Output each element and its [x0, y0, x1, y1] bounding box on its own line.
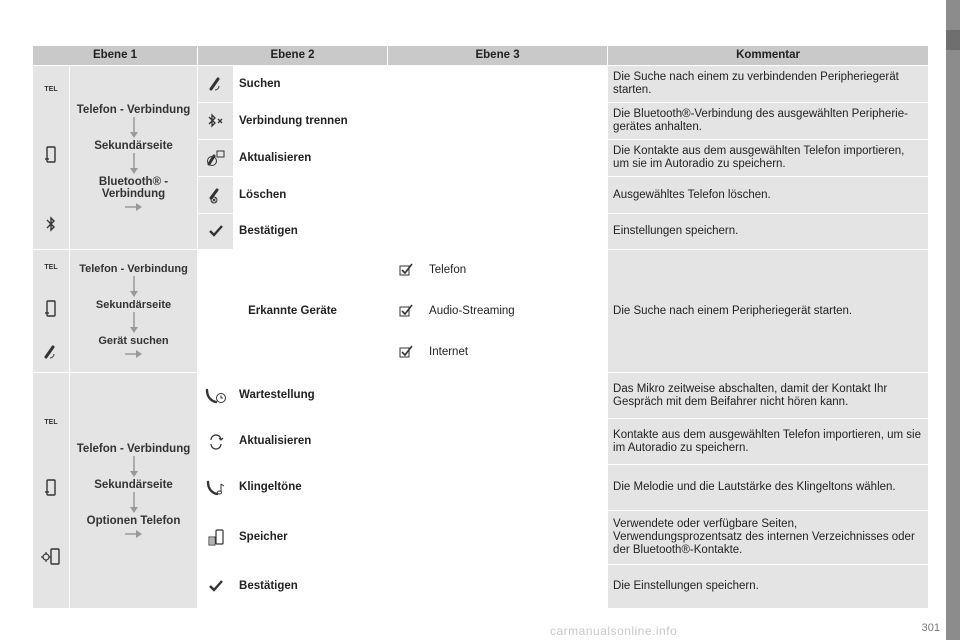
checkbox-icon	[399, 304, 413, 317]
nav-optionen-telefon: Optionen Telefon	[86, 514, 181, 527]
comment-cell: Verwendete oder verfügbare Seiten, Verwendungsprozentsatz des internen Verzeichnisses oder der Bluetooth®-Kontakte.	[608, 511, 929, 565]
table-row	[33, 66, 929, 103]
arrow-right-icon	[125, 529, 143, 539]
arrow-down-icon	[129, 276, 139, 298]
checkbox-icon	[399, 263, 413, 276]
delete-phone-icon	[207, 186, 225, 204]
function-label: Verbindung trennen	[234, 103, 388, 140]
nav-sekundaerseite: Sekundärseite	[94, 478, 173, 491]
header-ebene-3: Ebene 3	[388, 46, 608, 66]
memory-icon	[207, 529, 225, 547]
comment-cell: Die Kontakte aus dem ausgewählten Telefon importieren, um sie im Autoradio zu speichern.	[608, 140, 929, 177]
arrow-down-icon	[129, 312, 139, 334]
checkbox-icon	[399, 345, 413, 358]
arrow-right-icon	[125, 349, 143, 359]
checkbox-cell	[388, 332, 424, 373]
function-label: Wartestellung	[234, 373, 388, 419]
row-icon-cell	[198, 465, 234, 511]
table-header-row	[33, 46, 929, 66]
group2-nav-cell	[70, 250, 198, 373]
tel-icon: TEL	[44, 85, 58, 93]
arrow-down-icon	[129, 456, 139, 478]
row-icon-cell	[198, 511, 234, 565]
row-icon-cell	[198, 419, 234, 465]
row-icon-cell	[198, 140, 234, 177]
arrow-down-icon	[129, 117, 139, 139]
nav-telefon-verbindung: Telefon - Verbindung	[79, 263, 188, 275]
function-label: Löschen	[234, 177, 388, 214]
phone-options-icon	[41, 548, 61, 566]
group2-icon-cell	[33, 250, 70, 373]
header-ebene-2: Ebene 2	[198, 46, 388, 66]
function-label: Speicher	[234, 511, 388, 565]
checkmark-icon	[209, 580, 223, 592]
function-label: Aktualisieren	[234, 140, 388, 177]
option-label: Internet	[424, 332, 608, 373]
row-icon-cell	[198, 66, 234, 103]
checkbox-cell	[388, 250, 424, 291]
tel-icon: TEL	[44, 264, 58, 271]
group3-icon-cell	[33, 373, 70, 609]
row-icon-cell	[198, 103, 234, 140]
comment-cell: Kontakte aus dem ausgewählten Telefon importieren, um sie im Autoradio zu speichern.	[608, 419, 929, 465]
page-side-tab	[946, 0, 960, 640]
comment-cell: Die Suche nach einem zu verbindenden Peripheriegerät starten.	[608, 66, 929, 103]
search-phone-icon	[43, 343, 59, 361]
comment-cell: Ausgewähltes Telefon löschen.	[608, 177, 929, 214]
nav-sekundaerseite: Sekundärseite	[95, 299, 172, 311]
row-icon-cell	[198, 177, 234, 214]
tel-icon: TEL	[44, 418, 58, 426]
refresh-icon	[208, 434, 224, 450]
level2-erkannte-geraete: Erkannte Geräte	[198, 250, 388, 373]
option-label: Audio-Streaming	[424, 291, 608, 332]
group3-nav-cell	[70, 373, 198, 609]
arrow-right-icon	[125, 202, 143, 212]
phone-icon	[44, 146, 58, 164]
watermark: carmanualsonline.info	[550, 624, 678, 638]
bluetooth-icon	[45, 215, 57, 233]
group1-icon-cell	[33, 66, 70, 250]
comment-cell: Einstellungen speichern.	[608, 214, 929, 250]
arrow-down-icon	[129, 492, 139, 514]
comment-cell: Die Einstellungen speichern.	[608, 565, 929, 609]
sync-contacts-icon	[206, 149, 226, 167]
side-tab-marker	[946, 30, 960, 50]
comment-cell: Die Suche nach einem Peripheriegerät starten.	[608, 250, 929, 373]
phone-icon	[44, 300, 58, 318]
row-icon-cell	[198, 214, 234, 250]
group1-nav-cell	[70, 66, 198, 250]
comment-cell: Die Melodie und die Lautstärke des Klingeltons wählen.	[608, 465, 929, 511]
nav-telefon-verbindung: Telefon - Verbindung	[76, 442, 191, 455]
function-label: Aktualisieren	[234, 419, 388, 465]
page-number: 301	[921, 622, 940, 634]
table-row	[33, 373, 929, 419]
phone-icon	[44, 479, 58, 497]
table-row	[33, 250, 929, 291]
comment-cell: Das Mikro zeitweise abschalten, damit der Kontakt Ihr Gespräch mit dem Beifahrer nicht hören kann.	[608, 373, 929, 419]
menu-table	[32, 45, 929, 609]
nav-bluetooth-verbindung: Bluetooth® - Verbindung	[98, 175, 169, 200]
option-label: Telefon	[424, 250, 608, 291]
nav-telefon-verbindung: Telefon - Verbindung	[76, 103, 191, 116]
nav-sekundaerseite: Sekundärseite	[94, 139, 173, 152]
checkbox-cell	[388, 291, 424, 332]
arrow-down-icon	[129, 153, 139, 175]
ringtone-icon	[206, 479, 226, 497]
bluetooth-disconnect-icon	[207, 113, 225, 129]
hold-call-icon	[205, 387, 227, 405]
row-icon-cell	[198, 565, 234, 609]
nav-geraet-suchen: Gerät suchen	[98, 335, 169, 347]
header-kommentar: Kommentar	[608, 46, 929, 66]
function-label: Suchen	[234, 66, 388, 103]
row-icon-cell	[198, 373, 234, 419]
search-phone-icon	[208, 75, 224, 93]
checkmark-icon	[209, 225, 223, 237]
function-label: Klingeltöne	[234, 465, 388, 511]
header-ebene-1: Ebene 1	[33, 46, 198, 66]
function-label: Bestätigen	[234, 214, 388, 250]
comment-cell: Die Bluetooth®-Verbindung des ausgewählten Peripherie-gerätes anhalten.	[608, 103, 929, 140]
function-label: Bestätigen	[234, 565, 388, 609]
